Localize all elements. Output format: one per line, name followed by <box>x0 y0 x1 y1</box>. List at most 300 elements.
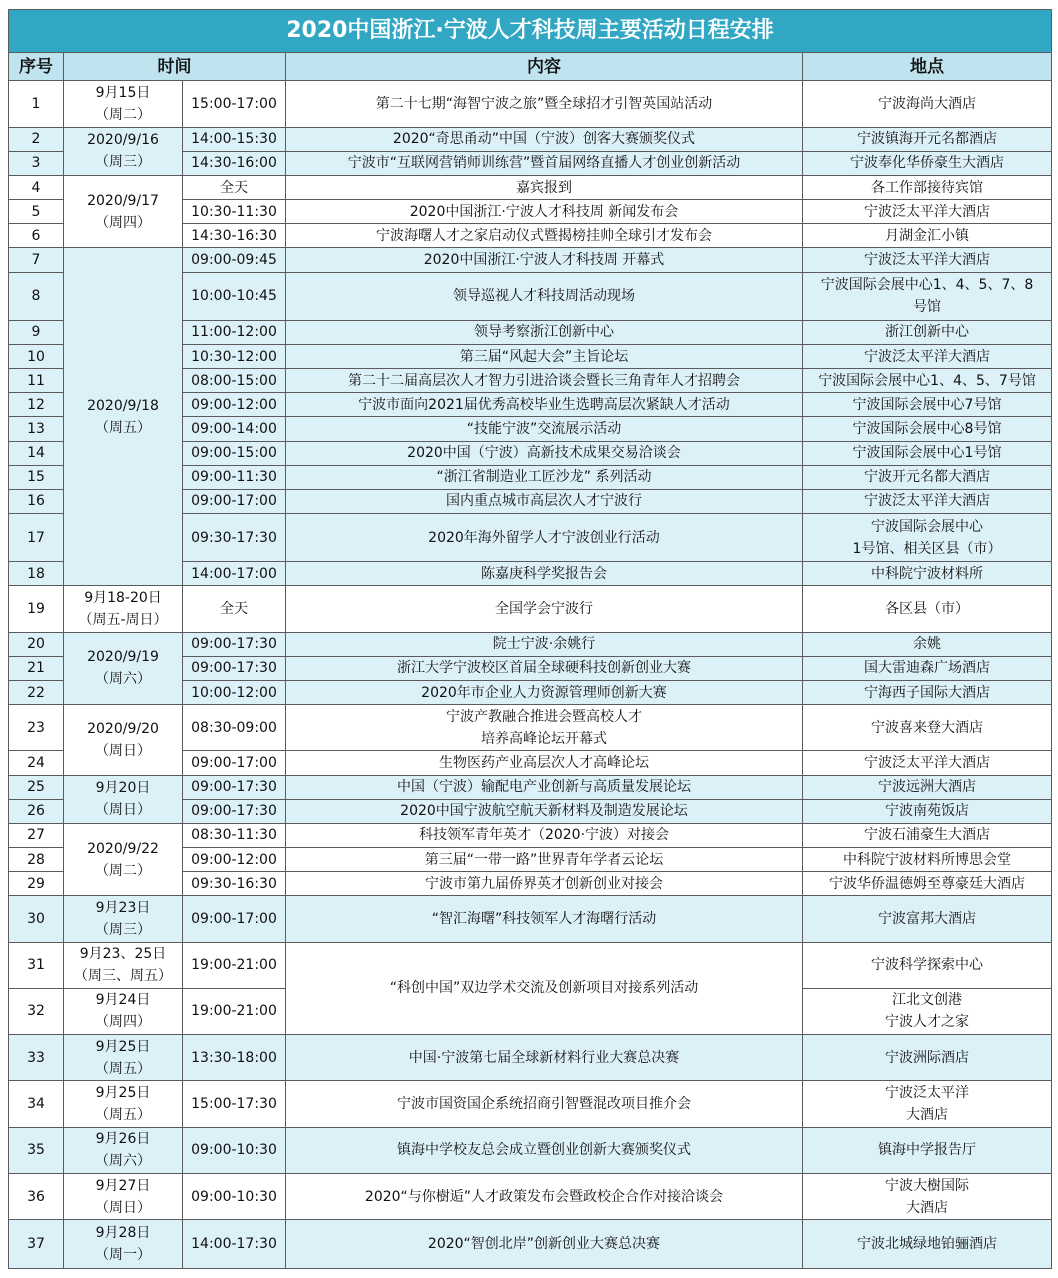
row-place-line: 大酒店 <box>906 1107 948 1124</box>
row-place <box>803 847 1052 871</box>
row-number: 20 <box>9 632 64 656</box>
row-time: 10:30-12:00 <box>183 345 286 369</box>
row-place-line: 月湖金汇小镇 <box>885 227 969 244</box>
row-number: 8 <box>9 272 64 320</box>
row-content <box>286 823 803 847</box>
row-date-line: （周三） <box>95 154 151 171</box>
row-content <box>286 872 803 896</box>
row-content <box>286 200 803 224</box>
header-content: 内容 <box>286 53 803 81</box>
row-content <box>286 176 803 200</box>
row-date-line: （周一） <box>95 1247 151 1264</box>
row-content-line: 第三届“一带一路”世界青年学者云论坛 <box>424 851 664 868</box>
row-time: 09:30-16:30 <box>183 872 286 896</box>
row-place <box>803 151 1052 175</box>
row-time: 09:30-17:30 <box>183 513 286 561</box>
row-place <box>803 823 1052 847</box>
row-content-line: 宁波市国资国企系统招商引智暨混改项目推介会 <box>397 1096 691 1113</box>
row-content-line: 中国（宁波）输配电产业创新与高质量发展论坛 <box>397 779 691 796</box>
row-place <box>803 248 1052 272</box>
row-time: 09:00-17:30 <box>183 799 286 823</box>
row-date <box>64 1035 183 1081</box>
row-content <box>286 586 803 632</box>
row-time: 08:30-11:30 <box>183 823 286 847</box>
row-date-line: （周三、周五） <box>74 968 172 985</box>
row-content <box>286 896 803 942</box>
row-place-line: 宁波国际会展中心7号馆 <box>852 396 1002 413</box>
row-place <box>803 751 1052 775</box>
row-time: 19:00-21:00 <box>183 942 286 988</box>
row-time: 09:00-17:00 <box>183 489 286 513</box>
row-place <box>803 1081 1052 1127</box>
row-content-line: 宁波市面向2021届优秀高校毕业生选聘高层次紧缺人才活动 <box>358 396 730 413</box>
row-content <box>286 465 803 489</box>
row-number: 6 <box>9 224 64 248</box>
row-place <box>803 896 1052 942</box>
row-number: 33 <box>9 1035 64 1081</box>
row-time: 全天 <box>183 586 286 632</box>
row-date-line: （周日） <box>95 742 151 759</box>
row-number: 18 <box>9 562 64 586</box>
row-time: 08:00-15:00 <box>183 369 286 393</box>
row-content <box>286 942 803 1035</box>
row-content-line: 领导巡视人才科技周活动现场 <box>453 288 635 305</box>
row-place-line: 国大雷迪森广场酒店 <box>864 660 990 677</box>
table-row <box>9 632 1052 656</box>
row-number: 21 <box>9 656 64 680</box>
table-row <box>9 705 1052 751</box>
row-place <box>803 1173 1052 1219</box>
row-time: 14:30-16:30 <box>183 224 286 248</box>
row-number: 5 <box>9 200 64 224</box>
schedule-table <box>8 9 1052 1269</box>
table-row <box>9 1035 1052 1081</box>
row-date <box>64 705 183 775</box>
row-date <box>64 1127 183 1173</box>
row-place <box>803 1035 1052 1081</box>
row-content-line: “科创中国”双边学术交流及创新项目对接系列活动 <box>389 980 699 997</box>
header-place: 地点 <box>803 53 1052 81</box>
row-place <box>803 127 1052 151</box>
row-content <box>286 345 803 369</box>
row-content-line: 第三届“风起大会”主旨论坛 <box>459 348 629 365</box>
table-row <box>9 1220 1052 1269</box>
table-row <box>9 823 1052 847</box>
row-time: 09:00-15:00 <box>183 441 286 465</box>
row-place-line: 宁波国际会展中心1、4、5、7号馆 <box>818 372 1036 389</box>
row-date-line: （周四） <box>95 214 151 231</box>
row-time: 09:00-17:30 <box>183 632 286 656</box>
row-content-line: 2020年海外留学人才宁波创业行活动 <box>428 529 660 546</box>
row-number: 19 <box>9 586 64 632</box>
row-number: 10 <box>9 345 64 369</box>
row-place <box>803 562 1052 586</box>
row-content-line: “浙江省制造业工匠沙龙” 系列活动 <box>436 469 652 486</box>
table-row <box>9 81 1052 127</box>
row-content <box>286 272 803 320</box>
row-number: 2 <box>9 127 64 151</box>
row-place-line: 宁海西子国际大酒店 <box>864 684 990 701</box>
row-time: 14:00-17:00 <box>183 562 286 586</box>
row-content-line: 2020中国宁波航空航天新材料及制造发展论坛 <box>400 803 688 820</box>
table-row <box>9 942 1052 988</box>
row-content <box>286 417 803 441</box>
row-content <box>286 320 803 344</box>
row-date <box>64 127 183 175</box>
row-content <box>286 1035 803 1081</box>
row-number: 28 <box>9 847 64 871</box>
row-time: 09:00-09:45 <box>183 248 286 272</box>
row-content-line: 宁波海曙人才之家启动仪式暨揭榜挂帅全球引才发布会 <box>376 227 712 244</box>
row-time: 10:00-10:45 <box>183 272 286 320</box>
table-row <box>9 896 1052 942</box>
row-content <box>286 751 803 775</box>
table-row <box>9 176 1052 200</box>
row-date-line: 2020/9/16 <box>87 132 159 149</box>
row-place-line: 浙江创新中心 <box>885 324 969 341</box>
table-row <box>9 775 1052 799</box>
row-content-line: 陈嘉庚科学奖报告会 <box>481 565 607 582</box>
row-content <box>286 799 803 823</box>
row-number: 3 <box>9 151 64 175</box>
row-date <box>64 1220 183 1269</box>
header-time: 时间 <box>64 53 286 81</box>
row-content-line: 宁波产教融合推进会暨高校人才 <box>446 708 642 725</box>
row-place-line: 宁波开元名都大酒店 <box>864 469 990 486</box>
row-time: 09:00-12:00 <box>183 393 286 417</box>
table-row <box>9 127 1052 151</box>
row-place-line: 宁波泛太平洋大酒店 <box>864 493 990 510</box>
row-number: 26 <box>9 799 64 823</box>
row-date <box>64 248 183 586</box>
row-place-line: 宁波泛太平洋大酒店 <box>864 348 990 365</box>
row-place <box>803 393 1052 417</box>
row-content <box>286 1081 803 1127</box>
row-date-line: 2020/9/17 <box>87 192 159 209</box>
row-date <box>64 632 183 704</box>
row-content-line: 第二十二届高层次人才智力引进洽谈会暨长三角青年人才招聘会 <box>348 372 740 389</box>
row-date-line: （周二） <box>95 862 151 879</box>
row-date <box>64 988 183 1034</box>
row-date-line: 2020/9/19 <box>87 649 159 666</box>
row-date-line: （周五） <box>95 1060 151 1077</box>
row-place <box>803 176 1052 200</box>
row-content-line: 2020“与你樹逅”人才政策发布会暨政校企合作对接洽谈会 <box>364 1188 724 1205</box>
row-content <box>286 489 803 513</box>
row-place-line: 宁波人才之家 <box>885 1014 969 1031</box>
row-content-line: 2020“智创北岸”创新创业大赛总决赛 <box>427 1236 661 1253</box>
row-number: 12 <box>9 393 64 417</box>
row-number: 30 <box>9 896 64 942</box>
row-content-line: 嘉宾报到 <box>516 179 572 196</box>
row-number: 13 <box>9 417 64 441</box>
row-date <box>64 775 183 823</box>
row-content-line: 2020中国浙江·宁波人才科技周 新闻发布会 <box>409 203 679 220</box>
row-date-line: （周日） <box>95 802 151 819</box>
row-content-line: 2020“奇思甬动”中国（宁波）创客大赛颁奖仪式 <box>392 131 696 148</box>
row-number: 9 <box>9 320 64 344</box>
row-date <box>64 896 183 942</box>
row-number: 17 <box>9 513 64 561</box>
row-time: 10:30-11:30 <box>183 200 286 224</box>
row-content-line: 院士宁波·余姚行 <box>492 636 596 653</box>
row-place-line: 号馆 <box>913 299 941 316</box>
row-date-line: （周五） <box>95 419 151 436</box>
row-number: 36 <box>9 1173 64 1219</box>
row-content <box>286 680 803 704</box>
row-place-line: 镇海中学报告厅 <box>878 1142 976 1159</box>
table-row <box>9 1127 1052 1173</box>
row-content <box>286 1220 803 1269</box>
row-place <box>803 200 1052 224</box>
row-content-line: 科技领军青年英才（2020·宁波）对接会 <box>418 827 670 844</box>
row-time: 14:00-17:30 <box>183 1220 286 1269</box>
row-place <box>803 320 1052 344</box>
row-place-line: 中科院宁波材料所博思会堂 <box>843 851 1011 868</box>
row-place-line: 宁波镇海开元名都酒店 <box>857 131 997 148</box>
row-content <box>286 151 803 175</box>
row-place-line: 宁波国际会展中心 <box>871 518 983 535</box>
row-time: 14:00-15:30 <box>183 127 286 151</box>
row-date <box>64 586 183 632</box>
row-time: 13:30-18:00 <box>183 1035 286 1081</box>
row-content <box>286 775 803 799</box>
row-time: 09:00-17:30 <box>183 656 286 680</box>
row-date-line: 2020/9/18 <box>87 397 159 414</box>
row-place <box>803 465 1052 489</box>
row-content-line: 2020年市企业人力资源管理师创新大赛 <box>421 684 667 701</box>
row-date-line: （周日） <box>95 1199 151 1216</box>
row-number: 27 <box>9 823 64 847</box>
row-content-line: 宁波市“互联网营销师训练营”暨首届网络直播人才创业创新活动 <box>347 155 741 172</box>
row-content-line: 镇海中学校友总会成立暨创业创新大赛颁奖仪式 <box>397 1142 691 1159</box>
row-content <box>286 562 803 586</box>
row-place <box>803 656 1052 680</box>
row-place-line: 宁波泛太平洋 <box>885 1085 969 1102</box>
row-date-line: 9月27日 <box>95 1177 151 1194</box>
row-content <box>286 81 803 127</box>
row-place-line: 1号馆、相关区县（市） <box>852 540 1002 557</box>
row-number: 35 <box>9 1127 64 1173</box>
row-place <box>803 224 1052 248</box>
row-place-line: 宁波国际会展中心1号馆 <box>852 445 1002 462</box>
row-date-line: 9月24日 <box>95 992 151 1009</box>
row-time: 08:30-09:00 <box>183 705 286 751</box>
row-place-line: 宁波泛太平洋大酒店 <box>864 754 990 771</box>
row-time: 14:30-16:00 <box>183 151 286 175</box>
row-time: 09:00-17:00 <box>183 751 286 775</box>
row-place-line: 各工作部接待宾馆 <box>871 179 983 196</box>
row-place-line: 宁波海尚大酒店 <box>878 96 976 113</box>
row-content-line: 培养高峰论坛开幕式 <box>481 730 607 747</box>
row-number: 7 <box>9 248 64 272</box>
row-content <box>286 441 803 465</box>
row-time: 全天 <box>183 176 286 200</box>
row-time: 11:00-12:00 <box>183 320 286 344</box>
row-date-line: 9月15日 <box>95 85 151 102</box>
row-number: 37 <box>9 1220 64 1269</box>
row-content-line: 2020中国浙江·宁波人才科技周 开幕式 <box>423 251 665 268</box>
row-place <box>803 345 1052 369</box>
header-no: 序号 <box>9 53 64 81</box>
table-row <box>9 586 1052 632</box>
row-time: 19:00-21:00 <box>183 988 286 1034</box>
row-place-line: 宁波泛太平洋大酒店 <box>864 203 990 220</box>
row-place <box>803 1127 1052 1173</box>
row-content-line: 生物医药产业高层次人才高峰论坛 <box>439 754 649 771</box>
row-place-line: 宁波国际会展中心1、4、5、7、8 <box>820 277 1034 294</box>
row-number: 15 <box>9 465 64 489</box>
row-place-line: 宁波南苑饭店 <box>885 803 969 820</box>
row-date-line: （周二） <box>95 107 151 124</box>
row-time: 09:00-14:00 <box>183 417 286 441</box>
row-content-line: “智汇海曙”科技领军人才海曙行活动 <box>431 910 657 927</box>
row-date-line: 9月20日 <box>95 780 151 797</box>
row-number: 25 <box>9 775 64 799</box>
row-date-line: （周六） <box>95 1153 151 1170</box>
row-place <box>803 586 1052 632</box>
row-place <box>803 705 1052 751</box>
row-place <box>803 1220 1052 1269</box>
row-date-line: 9月26日 <box>95 1131 151 1148</box>
row-place-line: 宁波喜来登大酒店 <box>871 719 983 736</box>
row-date <box>64 81 183 127</box>
row-content <box>286 656 803 680</box>
row-place <box>803 489 1052 513</box>
row-place-line: 宁波石浦豪生大酒店 <box>864 827 990 844</box>
row-number: 16 <box>9 489 64 513</box>
row-content <box>286 248 803 272</box>
row-number: 29 <box>9 872 64 896</box>
row-place-line: 宁波科学探索中心 <box>871 957 983 974</box>
row-date-line: 2020/9/22 <box>87 840 159 857</box>
row-content <box>286 224 803 248</box>
row-content <box>286 705 803 751</box>
row-place <box>803 775 1052 799</box>
row-place <box>803 81 1052 127</box>
row-place-line: 宁波富邦大酒店 <box>878 910 976 927</box>
row-place <box>803 632 1052 656</box>
row-time: 15:00-17:00 <box>183 81 286 127</box>
row-place-line: 宁波国际会展中心8号馆 <box>852 420 1002 437</box>
row-place-line: 宁波奉化华侨豪生大酒店 <box>850 155 1004 172</box>
row-content <box>286 1127 803 1173</box>
title-row <box>9 10 1052 53</box>
row-date-line: （周三） <box>95 921 151 938</box>
row-place-line: 各区县（市） <box>885 601 969 618</box>
row-place-line: 余姚 <box>913 636 941 653</box>
row-place <box>803 988 1052 1034</box>
row-number: 11 <box>9 369 64 393</box>
row-place <box>803 272 1052 320</box>
row-time: 09:00-11:30 <box>183 465 286 489</box>
row-time: 09:00-10:30 <box>183 1173 286 1219</box>
row-date-line: （周五-周日） <box>78 612 168 629</box>
row-number: 14 <box>9 441 64 465</box>
row-number: 32 <box>9 988 64 1034</box>
row-content-line: 国内重点城市高层次人才宁波行 <box>446 493 642 510</box>
row-place <box>803 680 1052 704</box>
row-place-line: 宁波远洲大酒店 <box>878 779 976 796</box>
row-time: 09:00-17:00 <box>183 896 286 942</box>
row-content-line: 2020中国（宁波）高新技术成果交易洽谈会 <box>407 445 681 462</box>
row-number: 24 <box>9 751 64 775</box>
row-date-line: （周六） <box>95 671 151 688</box>
row-place <box>803 513 1052 561</box>
table-row <box>9 1173 1052 1219</box>
row-date-line: （周四） <box>95 1014 151 1031</box>
row-number: 22 <box>9 680 64 704</box>
row-place <box>803 417 1052 441</box>
row-number: 23 <box>9 705 64 751</box>
row-place-line: 中科院宁波材料所 <box>871 565 983 582</box>
table-row <box>9 248 1052 272</box>
table-row <box>9 1081 1052 1127</box>
row-time: 09:00-10:30 <box>183 1127 286 1173</box>
row-content <box>286 847 803 871</box>
row-date-line: 9月18-20日 <box>84 590 162 607</box>
row-content-line: 宁波市第九届侨界英才创新创业对接会 <box>425 875 663 892</box>
row-place-line: 江北文创港 <box>892 992 962 1009</box>
row-place-line: 宁波洲际酒店 <box>885 1049 969 1066</box>
row-number: 4 <box>9 176 64 200</box>
row-date <box>64 942 183 988</box>
row-content-line: 全国学会宁波行 <box>495 601 593 618</box>
row-place-line: 大酒店 <box>906 1199 948 1216</box>
row-content <box>286 369 803 393</box>
row-content <box>286 127 803 151</box>
row-date-line: （周五） <box>95 1107 151 1124</box>
page-title: 2020中国浙江·宁波人才科技周主要活动日程安排 <box>9 10 1052 53</box>
row-place-line: 宁波华侨温德姆至尊豪廷大酒店 <box>829 875 1025 892</box>
row-date-line: 9月23、25日 <box>79 946 167 963</box>
row-number: 1 <box>9 81 64 127</box>
row-content <box>286 632 803 656</box>
row-place <box>803 799 1052 823</box>
row-place <box>803 441 1052 465</box>
row-content <box>286 393 803 417</box>
row-time: 10:00-12:00 <box>183 680 286 704</box>
row-place <box>803 942 1052 988</box>
row-place-line: 宁波北城绿地铂骊酒店 <box>857 1236 997 1253</box>
row-content-line: 浙江大学宁波校区首届全球硬科技创新创业大赛 <box>397 660 691 677</box>
row-date-line: 9月28日 <box>95 1225 151 1242</box>
row-time: 09:00-12:00 <box>183 847 286 871</box>
row-content <box>286 513 803 561</box>
row-number: 34 <box>9 1081 64 1127</box>
row-content-line: 领导考察浙江创新中心 <box>474 324 614 341</box>
row-time: 09:00-17:30 <box>183 775 286 799</box>
row-date <box>64 823 183 895</box>
row-time: 15:00-17:30 <box>183 1081 286 1127</box>
row-content-line: 第二十七期“海智宁波之旅”暨全球招才引智英国站活动 <box>375 96 713 113</box>
row-date-line: 2020/9/20 <box>87 720 159 737</box>
row-number: 31 <box>9 942 64 988</box>
row-content-line: 中国·宁波第七届全球新材料行业大赛总决赛 <box>408 1049 680 1066</box>
row-place <box>803 369 1052 393</box>
row-date-line: 9月25日 <box>95 1038 151 1055</box>
row-place-line: 宁波大樹国际 <box>885 1177 969 1194</box>
header-row <box>9 53 1052 81</box>
row-place <box>803 872 1052 896</box>
row-place-line: 宁波泛太平洋大酒店 <box>864 251 990 268</box>
row-date <box>64 176 183 248</box>
row-content-line: “技能宁波”交流展示活动 <box>466 420 622 437</box>
row-date <box>64 1081 183 1127</box>
row-date <box>64 1173 183 1219</box>
row-date-line: 9月25日 <box>95 1085 151 1102</box>
row-content <box>286 1173 803 1219</box>
